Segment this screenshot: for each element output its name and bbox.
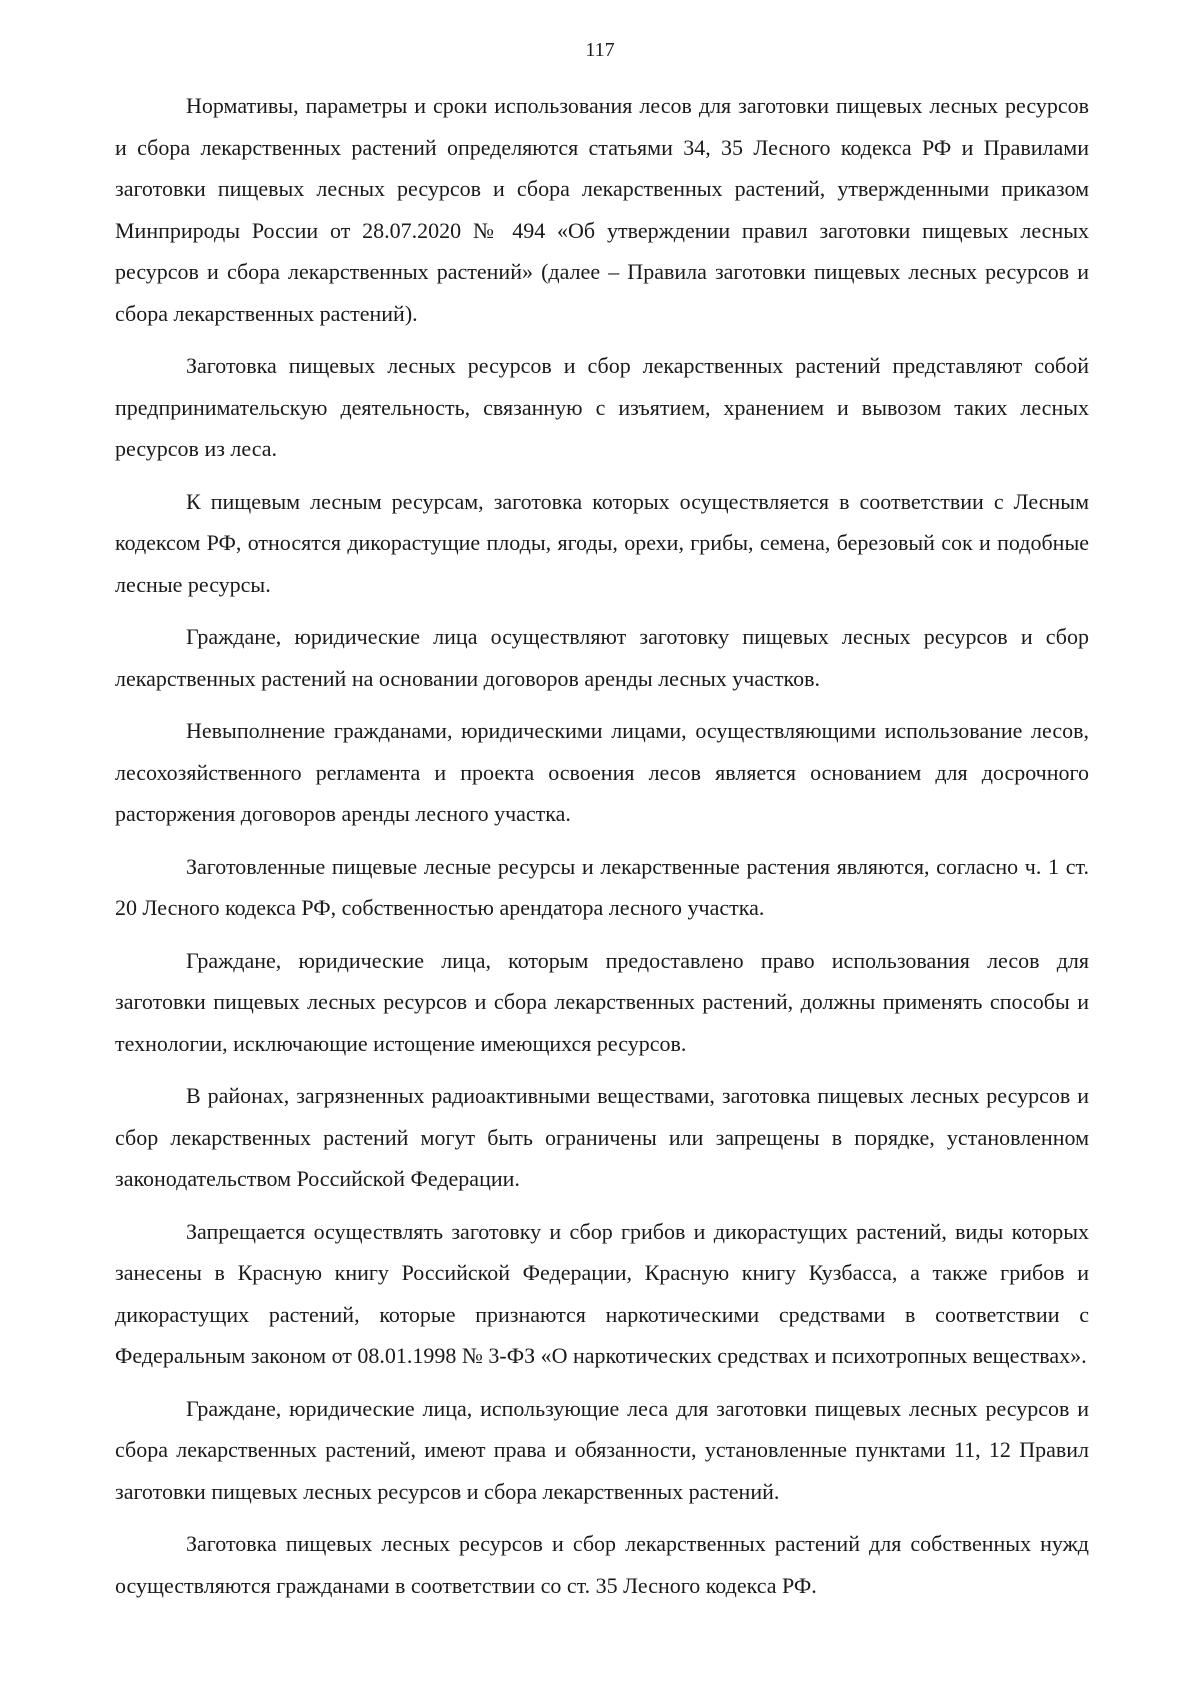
paragraph: Запрещается осуществлять заготовку и сбор грибов и дикорастущих растений, виды которых занесены в Красную книгу Российской Федерации, Красную книгу Кузбасса, а также грибов и дикорастущих растений, которые признаются наркотическими средствами в соответствии с Федеральным законом от 08.01.1998 № 3-ФЗ «О наркотических средствах и психотропных веществах». [115,1218,1089,1368]
paragraph: К пищевым лесным ресурсам, заготовка которых осуществляется в соответствии с Лесным кодексом РФ, относятся дикорастущие плоды, ягоды, орехи, грибы, семена, березовый сок и подобные лесные ресурсы. [115,488,1089,597]
paragraph: Граждане, юридические лица, использующие леса для заготовки пищевых лесных ресурсов и сбора лекарственных растений, имеют права и обязанности, установленные пунктами 11, 12 Правил заготовки пищевых лесных ресурсов и сбора лекарственных растений. [115,1395,1089,1504]
paragraph: Нормативы, параметры и сроки использования лесов для заготовки пищевых лесных ресурсов и сбора лекарственных растений определяются статьями 34, 35 Лесного кодекса РФ и Правилами заготовки пищевых лесных ресурсов и сбора лекарственных растений, утвержденными приказом Минприроды России от 28.07.2020 № 494 «Об утверждении правил заготовки пищевых лесных ресурсов и сбора лекарственных растений» (далее – Правила заготовки пищевых лесных ресурсов и сбора лекарственных растений). [115,93,1089,326]
paragraph: Невыполнение гражданами, юридическими лицами, осуществляющими использование лесов, лесохозяйственного регламента и проекта освоения лесов является основанием для досрочного расторжения договоров аренды лесного участка. [115,718,1089,826]
page-number: 117 [585,39,615,61]
paragraph: В районах, загрязненных радиоактивными веществами, заготовка пищевых лесных ресурсов и сбор лекарственных растений могут быть ограничены или запрещены в порядке, установленном законодательством Российской Федерации. [115,1083,1089,1191]
paragraph: Заготовленные пищевые лесные ресурсы и лекарственные растения являются, согласно ч. 1 ст. 20 Лесного кодекса РФ, собственностью арендатора лесного участка. [115,853,1089,920]
document-body [115,85,1089,1617]
paragraph: Граждане, юридические лица осуществляют заготовку пищевых лесных ресурсов и сбор лекарственных растений на основании договоров аренды лесных участков. [115,624,1089,691]
paragraph: Граждане, юридические лица, которым предоставлено право использования лесов для заготовки пищевых лесных ресурсов и сбора лекарственных растений, должны применять способы и технологии, исключающие истощение имеющихся ресурсов. [115,947,1089,1056]
paragraph: Заготовка пищевых лесных ресурсов и сбор лекарственных растений для собственных нужд осуществляются гражданами в соответствии со ст. 35 Лесного кодекса РФ. [115,1531,1089,1598]
paragraph: Заготовка пищевых лесных ресурсов и сбор лекарственных растений представляют собой предпринимательскую деятельность, связанную с изъятием, хранением и вывозом таких лесных ресурсов из леса. [115,353,1089,461]
